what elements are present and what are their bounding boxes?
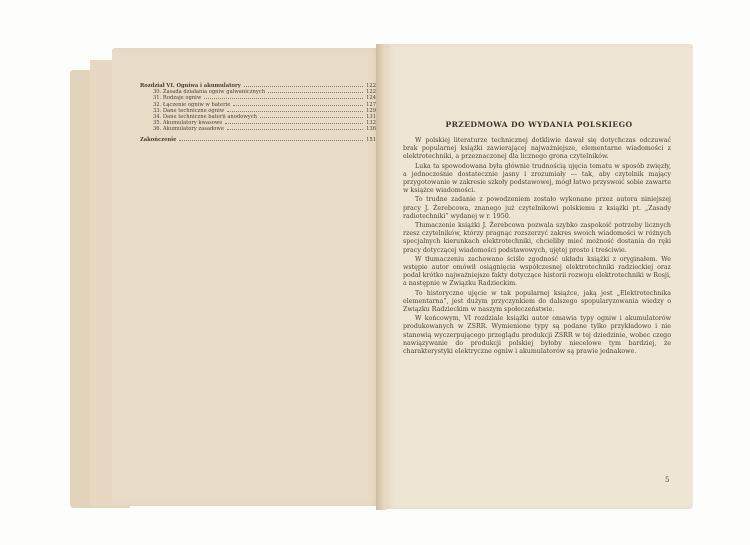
toc-leader — [260, 114, 363, 118]
toc-item-label: 30. Zasada działania ogniw galwanicznych — [153, 89, 266, 96]
toc-item-label: 33. Dane techniczne ogniw — [153, 107, 225, 114]
preface-paragraph: Tłumaczenie książki J. Żerebcowa pozwala szybko zaspokoić potrzeby licznych rzesz czytelników, którzy pragnąc rozszerzyć zakres swoich wiadomości w różnych specjalnych kierunkach elektrotechniki, chcieliby mieć możność dostania do ręki pracy dotyczącej wiadomości podstawowych, ujętej prosto i treściwie. — [403, 222, 671, 254]
toc-leader — [204, 95, 363, 99]
toc-item-page: 129 — [366, 107, 376, 114]
toc-ending-page: 151 — [366, 136, 376, 143]
preface-title: PRZEDMOWA DO WYDANIA POLSKIEGO — [445, 120, 633, 129]
preface-paragraph: To historyczne ujęcie w tak popularnej książce, jaką jest „Elektrotechnika elementarna”, jest dużym przyczynkiem do dalszego spopularyzowania wiedzy o Związku Radzieckim w naszym społeczeństwie. — [403, 289, 671, 314]
toc-item — [140, 126, 376, 132]
preface-paragraph: W końcowym, VI rozdziale książki autor omawia typy ogniw i akumulatorów produkowanych w ZSRR. Wymienione typy są podane tylko przykładowo i nie stanowią wyczerpującego przeglądu produkcji ZSRR w tej dziedzinie, wobec czego nawiązywanie do produkcji polskiej byłoby niecelowe tym bardziej, że charakterystyki elektryczne ogniw i akumulatorów są prawie jednakowe. — [403, 315, 671, 356]
toc-leader — [179, 137, 363, 141]
toc-chapter-page: 122 — [366, 83, 376, 89]
toc-leader — [225, 120, 363, 124]
preface-paragraph: W polskiej literaturze technicznej dotkliwie dawał się dotychczas odczuwać brak popularnej książki zawierającej najważniejsze, elementarne wiadomości z elektrotechniki, a przeznaczonej dla licznego grona czytelników. — [403, 137, 671, 161]
preface-paragraph: To trudne zadanie z powodzeniem zostało wykonane przez autora niniejszej pracy J. Żerebcowa, znanego już czytelnikowi polskiemu z książki pt. „Zasady radiotechniki” wydanej w r. 1950. — [403, 196, 671, 220]
toc-item-page: 131 — [366, 114, 376, 121]
toc-item-label: 34. Dane techniczne baterii anodowych — [153, 114, 257, 121]
toc-leader — [244, 83, 363, 87]
preface-paragraph: W tłumaczeniu zachowano ściśle zgodność układu książki z oryginałem. We wstępie autor omówił osiągnięcia współczesnej elektrotechniki radzieckiej oraz podał krótko najważniejsze fakty dotyczące historii rozwoju elektrotechniki w Rosji, a następnie w Związku Radzieckim. — [403, 255, 671, 288]
toc-leader — [227, 126, 363, 130]
toc-item-label: 35. Akumulatory kwasowe — [153, 120, 223, 127]
toc-ending-label: Zakończenie — [140, 136, 177, 143]
preface-body — [403, 137, 671, 357]
toc-item-label: 31. Rodzaje ogniw — [153, 95, 202, 102]
toc-item-page: 127 — [366, 101, 376, 108]
toc-leader — [233, 102, 363, 106]
toc-item-page: 136 — [366, 126, 376, 133]
toc-leader — [268, 89, 363, 93]
page-number: 5 — [665, 476, 670, 484]
preface-paragraph: Luka ta spowodowana była głównie trudnością ujęcia tematu w sposób zwięzły, a jednocześnie dostatecznie jasny i zrozumiały — tak, aby czytelnik mający przygotowanie w zakresie szkoły podstawowej, mógł łatwo przyswoić sobie zawarte w książce wiadomości. — [403, 162, 671, 195]
table-of-contents — [140, 83, 376, 143]
book-gutter — [376, 44, 386, 510]
toc-leader — [227, 108, 363, 112]
toc-item-page: 132 — [366, 120, 376, 127]
toc-chapter-label: Rozdział VI. Ogniwa i akumulatory — [140, 83, 241, 89]
toc-ending-row — [140, 137, 376, 143]
toc-item-label: 36. Akumulatory zasadowe — [153, 126, 224, 133]
toc-item-page: 122 — [366, 89, 376, 96]
toc-item-page: 124 — [366, 95, 376, 102]
toc-item-label: 32. Łączenie ogniw w baterie — [153, 101, 231, 108]
